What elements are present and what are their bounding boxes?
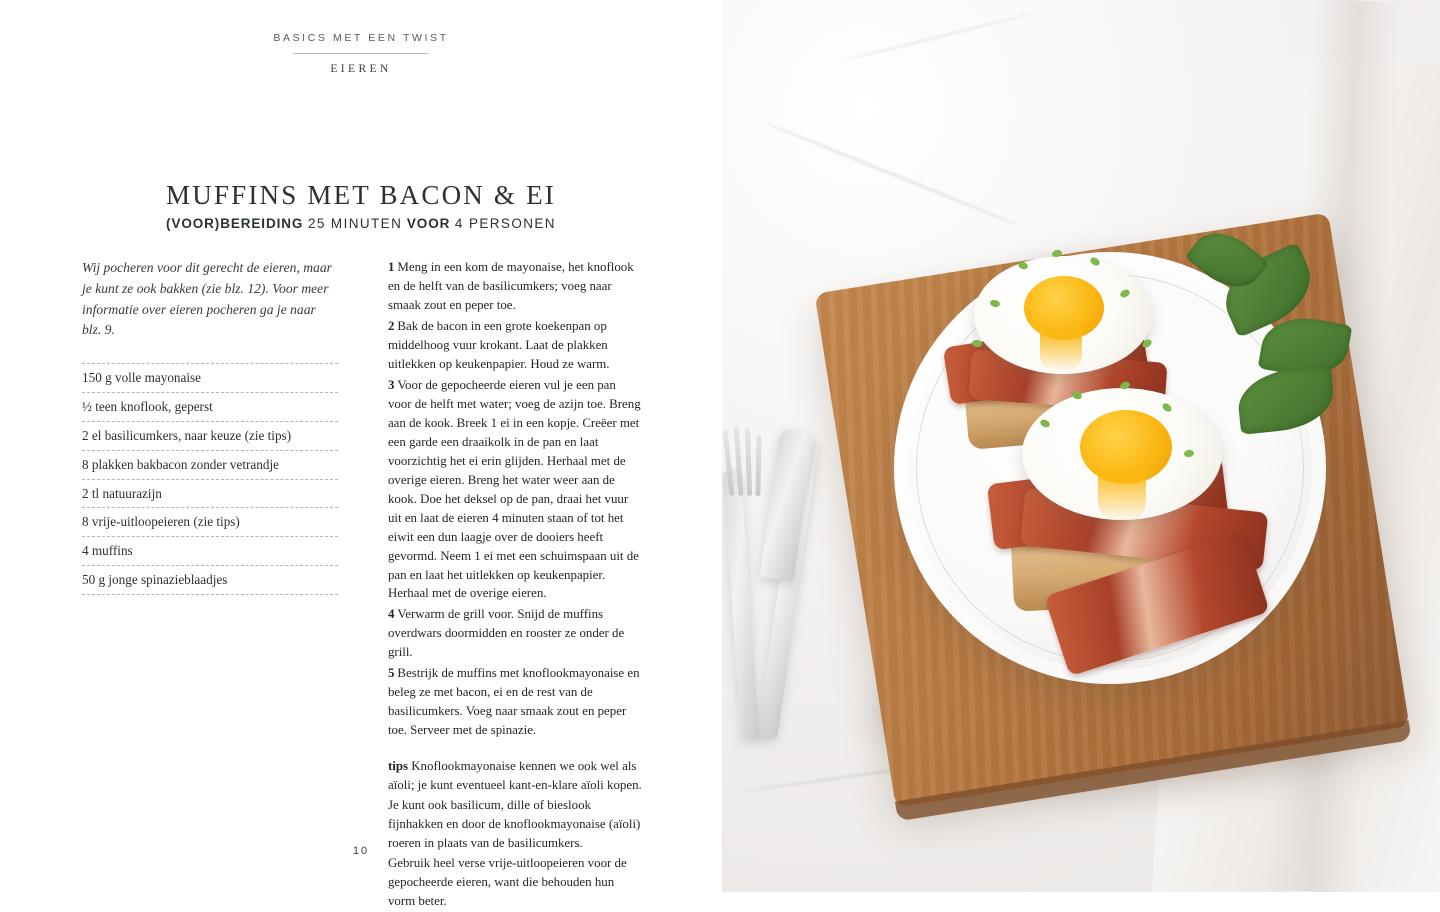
page-title: MUFFINS MET BACON & EI <box>166 180 556 211</box>
prep-label: (VOOR)BEREIDING <box>166 216 304 231</box>
step-item <box>388 317 642 374</box>
page-number: 10 <box>352 845 370 857</box>
list-item: 2 el basilicumkers, naar keuze (zie tips) <box>82 422 338 451</box>
step-text: Bak de bacon in een grote koekenpan op middelhoog vuur krokant. Laat de plakken uitlekken op keukenpapier. Houd ze warm. <box>387 318 610 371</box>
step-text: Bestrijk de muffins met knoflookmayonaise en beleg ze met bacon, ei en de rest van de basilicumkers. Voeg naar smaak zout en peper toe. Serveer met de spinazie. <box>387 666 640 738</box>
step-number: 5 <box>387 666 395 681</box>
step-number: 3 <box>387 377 395 392</box>
tip-item: Je kunt ook basilicum, dille of bieslook fijnhakken en door de knoflookmayonaise (aïoli) roeren in plaats van de basilicumkers. <box>387 798 641 851</box>
list-item: 150 g volle mayonaise <box>82 364 338 393</box>
ingredients-column <box>82 258 338 912</box>
recipe-text-page <box>0 0 722 908</box>
tips-block <box>388 757 642 911</box>
step-item <box>388 664 642 740</box>
step-text: Meng in een kom de mayonaise, het knoflook en de helft van de basilicumkers; voeg naar smaak zout en peper toe. <box>387 260 634 312</box>
prep-value: 25 MINUTEN <box>307 216 403 231</box>
header-divider <box>293 53 429 54</box>
step-item <box>388 376 642 604</box>
section-label: EIEREN <box>330 63 392 75</box>
tip-item: Gebruik heel verse vrije-uitloopeieren voor de gepocheerde eieren, want die behouden hun vorm beter. <box>387 856 627 908</box>
recipe-meta <box>0 216 722 231</box>
list-item: 50 g jonge spinazieblaadjes <box>82 566 338 595</box>
list-item: 4 muffins <box>82 537 338 566</box>
step-number: 1 <box>387 260 395 274</box>
list-item: 8 vrije-uitloopeieren (zie tips) <box>82 508 338 537</box>
serves-label: VOOR <box>406 216 451 231</box>
step-number: 2 <box>387 318 395 333</box>
list-item: 8 plakken bakbacon zonder vetrandje <box>82 451 338 480</box>
yolk-drip <box>1098 470 1146 522</box>
step-item <box>388 258 642 315</box>
step-item <box>388 605 642 662</box>
instructions-column <box>388 258 642 912</box>
step-text: Voor de gepocheerde eieren vul je een pan voor de helft met water; voeg de azijn toe. Breng aan de kook. Breek 1 ei in een kopje. Creëer met een garde een draaikolk in de pan en laat voorzichtig het ei erin glijden. Herhaal met de overige eieren. Breng het water weer aan de kook. Doe het deksel op de pan, draai het vuur uit en laat de eieren 4 minuten staan of tot het eiwit een dun laagje over de dooiers heeft gevormd. Neem 1 ei met een schuimspaan uit de pan en laat het uitlekken op keukenpapier. Herhaal met de overige eieren. <box>387 377 641 601</box>
ingredients-list <box>82 363 338 595</box>
chapter-kicker: BASICS MET EEN TWIST <box>273 32 449 44</box>
step-text: Verwarm de grill voor. Snijd de muffins overdwars doormidden en rooster ze onder de grill. <box>387 607 625 660</box>
serves-value: 4 PERSONEN <box>454 216 556 231</box>
intro-paragraph: Wij pocheren voor dit gerecht de eieren, maar je kunt ze ook bakken (zie blz. 12). Voor meer informatie over eieren pocheren ga je naar blz. 9. <box>82 260 332 338</box>
tip-text: Knoflookmayonaise kennen we ook wel als aïoli; je kunt eventueel kant-en-klare aïoli kopen. <box>387 759 642 793</box>
tips-label: tips <box>387 759 409 774</box>
list-item: ½ teen knoflook, geperst <box>82 393 338 422</box>
page-header <box>0 28 722 75</box>
tip-item <box>388 757 642 795</box>
steps-list <box>388 258 642 740</box>
recipe-columns <box>82 258 642 912</box>
step-number: 4 <box>387 607 395 622</box>
recipe-photo <box>722 0 1440 892</box>
yolk-drip <box>1040 330 1082 372</box>
list-item: 2 tl natuurazijn <box>82 480 338 509</box>
